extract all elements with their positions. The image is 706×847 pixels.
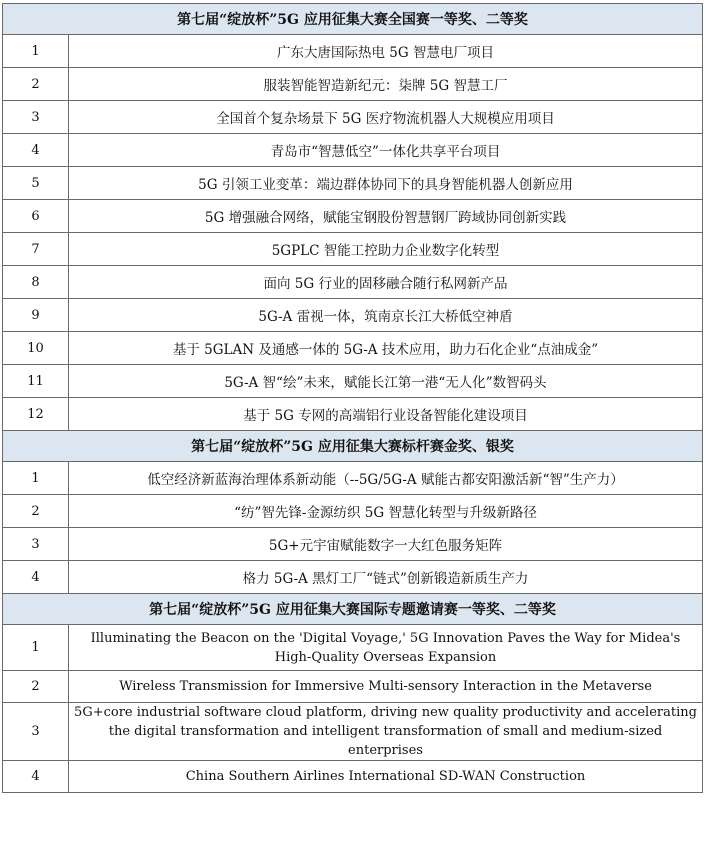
table-row [3, 365, 703, 398]
row-number: 6 [3, 200, 69, 233]
table-row [3, 398, 703, 431]
row-title: 广东大唐国际热电 5G 智慧电厂项目 [69, 35, 703, 68]
row-number: 3 [3, 528, 69, 561]
table-row [3, 68, 703, 101]
row-title: 5G-A 雷视一体，筑南京长江大桥低空神盾 [69, 299, 703, 332]
row-number: 4 [3, 561, 69, 594]
row-title: 格力 5G-A 黑灯工厂“链式”创新锻造新质生产力 [69, 561, 703, 594]
row-number: 7 [3, 233, 69, 266]
row-title: “纺”智先锋-金源纺织 5G 智慧化转型与升级新路径 [69, 495, 703, 528]
row-number: 1 [3, 462, 69, 495]
section-title: 第七届“绽放杯”5G 应用征集大赛标杆赛金奖、银奖 [3, 431, 703, 462]
row-number: 1 [3, 625, 69, 671]
table-row [3, 299, 703, 332]
table-row [3, 671, 703, 703]
table-row [3, 266, 703, 299]
row-number: 8 [3, 266, 69, 299]
row-title: China Southern Airlines International SD-WAN Construction [69, 761, 703, 793]
row-number: 9 [3, 299, 69, 332]
row-number: 4 [3, 134, 69, 167]
table-row [3, 134, 703, 167]
row-number: 11 [3, 365, 69, 398]
table-row [3, 462, 703, 495]
row-title: 5G-A 智“绘”未来，赋能长江第一港“无人化”数智码头 [69, 365, 703, 398]
table-row [3, 561, 703, 594]
table-row [3, 167, 703, 200]
row-title: 5G 引领工业变革：端边群体协同下的具身智能机器人创新应用 [69, 167, 703, 200]
table-row [3, 761, 703, 793]
row-number: 1 [3, 35, 69, 68]
row-title: 5G 增强融合网络，赋能宝钢股份智慧钢厂跨域协同创新实践 [69, 200, 703, 233]
row-title: 全国首个复杂场景下 5G 医疗物流机器人大规模应用项目 [69, 101, 703, 134]
row-title: 5G+core industrial software cloud platform, driving new quality productivity and accelerating the digital transformation and intelligent transformation of small and medium-sized enterprises [69, 703, 703, 761]
row-number: 5 [3, 167, 69, 200]
table-row [3, 332, 703, 365]
row-number: 12 [3, 398, 69, 431]
row-number: 3 [3, 101, 69, 134]
row-title: 基于 5GLAN 及通感一体的 5G-A 技术应用，助力石化企业“点油成金” [69, 332, 703, 365]
section-header [3, 594, 703, 625]
row-title: 5G+元宇宙赋能数字一大红色服务矩阵 [69, 528, 703, 561]
row-number: 4 [3, 761, 69, 793]
row-title: 5GPLC 智能工控助力企业数字化转型 [69, 233, 703, 266]
table-row [3, 528, 703, 561]
row-title: 青岛市“智慧低空”一体化共享平台项目 [69, 134, 703, 167]
row-title: Illuminating the Beacon on the 'Digital Voyage,' 5G Innovation Paves the Way for Midea's High-Quality Overseas Expansion [69, 625, 703, 671]
row-number: 10 [3, 332, 69, 365]
row-number: 2 [3, 68, 69, 101]
section-title: 第七届“绽放杯”5G 应用征集大赛全国赛一等奖、二等奖 [3, 4, 703, 35]
table-row [3, 625, 703, 671]
table-row [3, 703, 703, 761]
awards-table [2, 3, 703, 793]
table-row [3, 233, 703, 266]
table-row [3, 495, 703, 528]
section-header [3, 431, 703, 462]
section-title: 第七届“绽放杯”5G 应用征集大赛国际专题邀请赛一等奖、二等奖 [3, 594, 703, 625]
section-header [3, 4, 703, 35]
row-number: 2 [3, 671, 69, 703]
row-title: Wireless Transmission for Immersive Multi-sensory Interaction in the Metaverse [69, 671, 703, 703]
row-title: 低空经济新蓝海治理体系新动能（--5G/5G-A 赋能古都安阳激活新“智”生产力） [69, 462, 703, 495]
row-title: 基于 5G 专网的高端铝行业设备智能化建设项目 [69, 398, 703, 431]
row-number: 2 [3, 495, 69, 528]
row-title: 服装智能智造新纪元：柒牌 5G 智慧工厂 [69, 68, 703, 101]
row-number: 3 [3, 703, 69, 761]
row-title: 面向 5G 行业的固移融合随行私网新产品 [69, 266, 703, 299]
table-row [3, 35, 703, 68]
table-row [3, 101, 703, 134]
table-row [3, 200, 703, 233]
